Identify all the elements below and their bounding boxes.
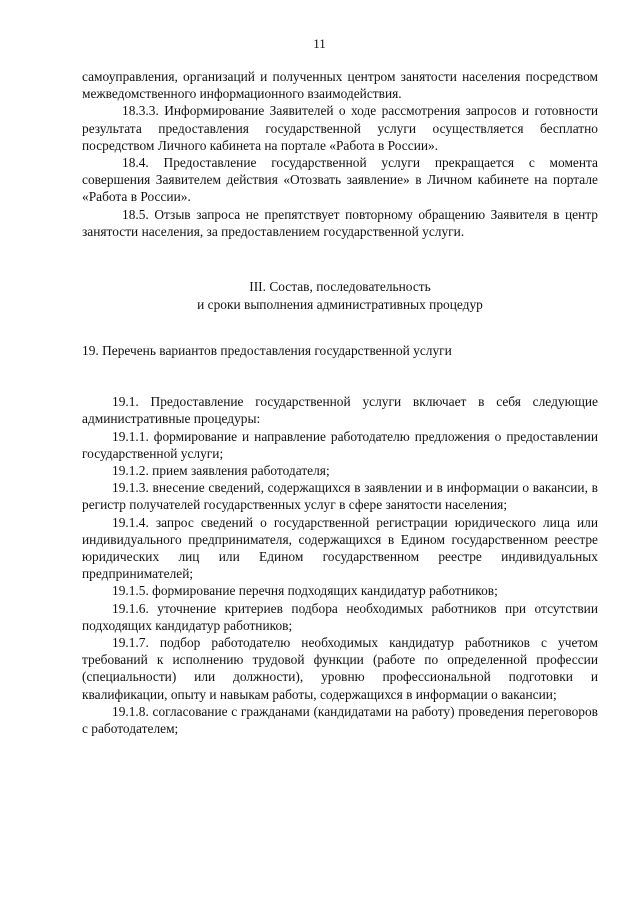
paragraph-18-4: 18.4. Предоставление государственной услуги прекращается с момента совершения Заявителем действия «Отозвать заявление» в Личном кабинете на портале «Работа в России». <box>82 155 598 205</box>
section-heading-line-2: и сроки выполнения административных процедур <box>197 297 483 313</box>
section-heading-line-1: III. Состав, последовательность <box>249 279 431 295</box>
item-19-1-1: 19.1.1. формирование и направление работодателю предложения о предоставлении государственной услуги; <box>82 428 598 461</box>
item-19-1-2: 19.1.2. прием заявления работодателя; <box>112 463 330 479</box>
item-19-1-3: 19.1.3. внесение сведений, содержащихся в заявлении и в информации о вакансии, в регистр получателей государственных услуг в сфере занятости населения; <box>82 480 598 513</box>
item-19-1-8: 19.1.8. согласование с гражданами (кандидатами на работу) проведения переговоров с работодателем; <box>82 703 598 737</box>
paragraph-18-3-3: 18.3.3. Информирование Заявителей о ходе рассмотрения запросов и готовности результата предоставления государственной услуги осуществляется бесплатно посредством Личного кабинета на портале «Работа в России». <box>82 103 598 153</box>
section-heading <box>82 278 598 314</box>
paragraph-18-5: 18.5. Отзыв запроса не препятствует повторному обращению Заявителя в центр занятости населения, за предоставлением государственной услуги. <box>82 206 598 239</box>
paragraph-continuation: самоуправления, организаций и полученных центром занятости населения посредством межведомственного информационного взаимодействия. <box>82 69 598 102</box>
document-body <box>82 68 598 737</box>
subsection-heading: 19. Перечень вариантов предоставления государственной услуги <box>82 343 452 359</box>
page-number: 11 <box>313 36 326 51</box>
item-19-1-5: 19.1.5. формирование перечня подходящих кандидатур работников; <box>112 583 498 599</box>
item-19-1: 19.1. Предоставление государственной услуги включает в себя следующие административные процедуры: <box>82 394 598 427</box>
item-19-1-4: 19.1.4. запрос сведений о государственной регистрации юридического лица или индивидуального предпринимателя, содержащихся в Едином государственном реестре юридических лиц или Едином государственном реестре индивидуальных предпринимателей; <box>82 514 598 582</box>
item-19-1-6: 19.1.6. уточнение критериев подбора необходимых работников при отсутствии подходящих кандидатур работников; <box>82 600 598 633</box>
item-19-1-7: 19.1.7. подбор работодателю необходимых кандидатур работников с учетом требований к исполнению трудовой функции (работе по определенной профессии (специальности) или должности), уровню профессиональной подготовки и квалификации, опыту и навыкам работы, содержащихся в информации о вакансии; <box>82 635 598 702</box>
